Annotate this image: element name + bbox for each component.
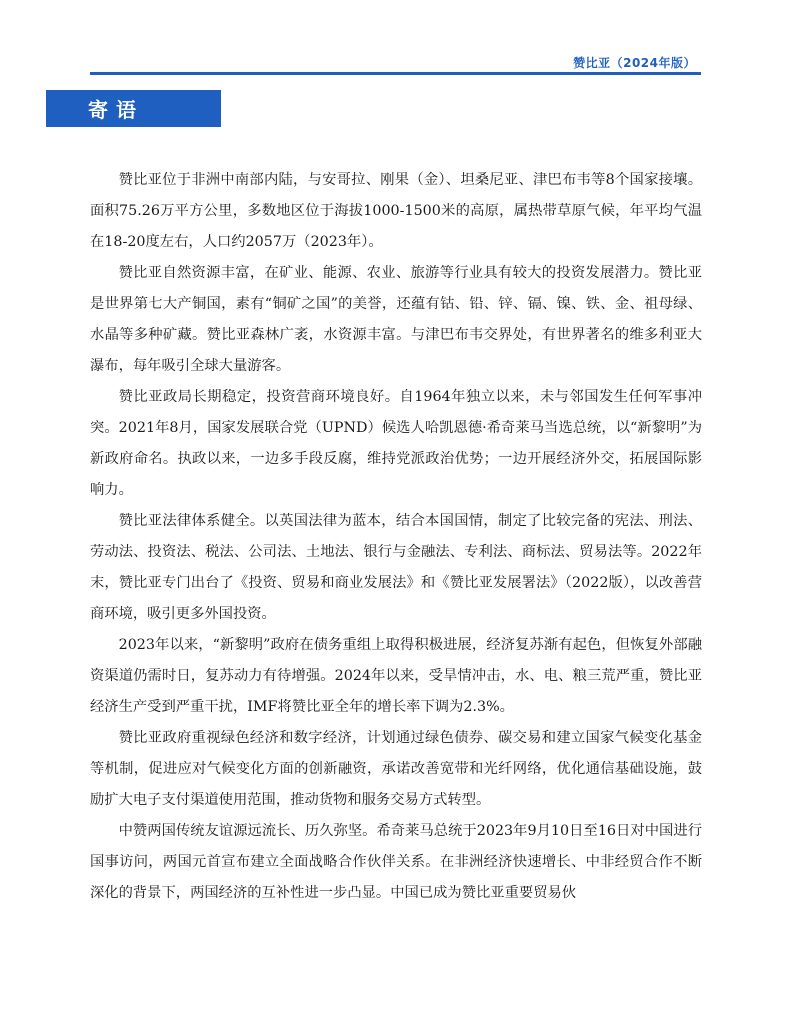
section-title: 寄语 [88,98,144,122]
section-banner [46,90,221,127]
body-text [90,165,702,909]
header-divider [90,72,701,75]
paragraph-4: 赞比亚法律体系健全。以英国法律为蓝本，结合本国国情，制定了比较完备的宪法、刑法、劳动法、投资法、税法、公司法、土地法、银行与金融法、专利法、商标法、贸易法等。2022年末，赞比亚专门出台了《投资、贸易和商业发展法》和《赞比亚发展署法》（2022版），以改善营商环境，吸引更多外国投资。 [90,513,702,622]
paragraph-1: 赞比亚位于非洲中南部内陆，与安哥拉、刚果（金）、坦桑尼亚、津巴布韦等8个国家接壤。面积75.26万平方公里，多数地区位于海拔1000-1500米的高原，属热带草原气候，年平均气温在18-20度左右，人口约2057万（2023年）。 [90,172,702,250]
paragraph-5: 2023年以来，“新黎明”政府在债务重组上取得积极进展，经济复苏渐有起色，但恢复外部融资渠道仍需时日，复苏动力有待增强。2024年以来，受旱情冲击，水、电、粮三荒严重，赞比亚经济生产受到严重干扰，IMF将赞比亚全年的增长率下调为2.3%。 [90,637,702,715]
paragraph-6: 赞比亚政府重视绿色经济和数字经济，计划通过绿色债券、碳交易和建立国家气候变化基金等机制，促进应对气候变化方面的创新融资，承诺改善宽带和光纤网络，优化通信基础设施，鼓励扩大电子支付渠道使用范围，推动货物和服务交易方式转型。 [90,730,702,808]
running-header: 赞比亚（2024年版） [573,56,696,70]
paragraph-3: 赞比亚政局长期稳定，投资营商环境良好。自1964年独立以来，未与邻国发生任何军事冲突。2021年8月，国家发展联合党（UPND）候选人哈凯恩德·希奇莱马当选总统，以“新黎明”为新政府命名。执政以来，一边多手段反腐，维持党派政治优势；一边开展经济外交，拓展国际影响力。 [90,389,702,498]
paragraph-2: 赞比亚自然资源丰富，在矿业、能源、农业、旅游等行业具有较大的投资发展潜力。赞比亚是世界第七大产铜国，素有“铜矿之国”的美誉，还蕴有钴、铅、锌、镉、镍、铁、金、祖母绿、水晶等多种矿藏。赞比亚森林广袤，水资源丰富。与津巴布韦交界处，有世界著名的维多利亚大瀑布，每年吸引全球大量游客。 [90,265,702,374]
paragraph-7: 中赞两国传统友谊源远流长、历久弥坚。希奇莱马总统于2023年9月10日至16日对中国进行国事访问，两国元首宣布建立全面战略合作伙伴关系。在非洲经济快速增长、中非经贸合作不断深化的背景下，两国经济的互补性进一步凸显。中国已成为赞比亚重要贸易伙 [90,823,702,901]
